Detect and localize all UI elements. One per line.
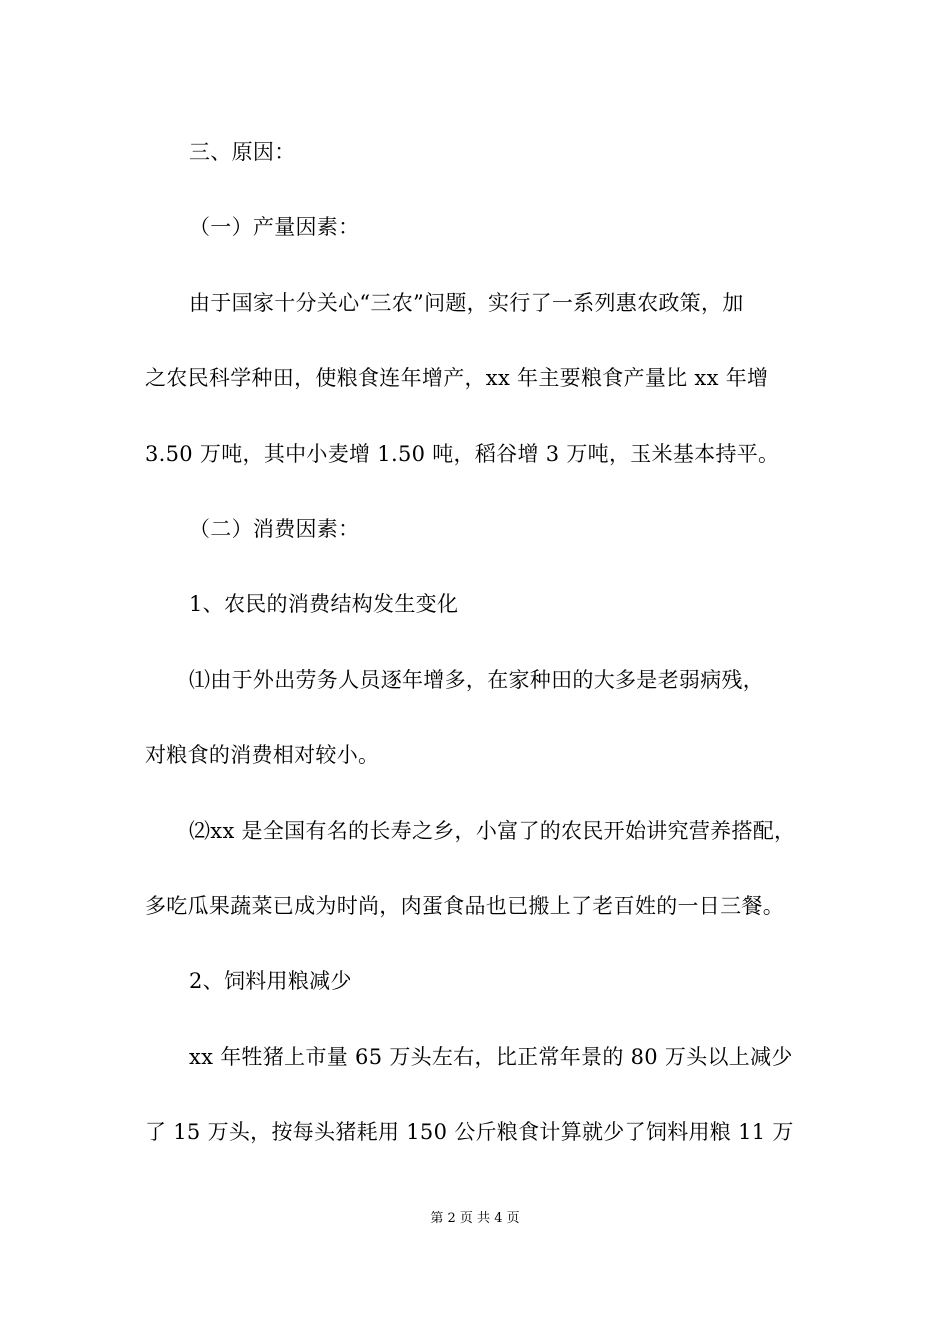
paragraph-line: 了 15 万头，按每头猪耗用 150 公斤粮食计算就少了饲料用粮 11 万 [145, 1120, 794, 1144]
subheading-production-factors: （一）产量因素： [189, 215, 360, 239]
paragraph-line: 之农民科学种田，使粮食连年增产，xx 年主要粮食产量比 xx 年增 [145, 366, 769, 390]
paragraph-line: xx 年牲猪上市量 65 万头左右，比正常年景的 80 万头以上减少 [189, 1045, 793, 1069]
paragraph-line: ⑴由于外出劳务人员逐年增多，在家种田的大多是老弱病残， [189, 668, 765, 692]
subheading-consumption-factors: （二）消费因素： [189, 517, 360, 541]
paragraph-line: 对粮食的消费相对较小。 [145, 743, 380, 767]
item-heading-feed-grain: 2、饲料用粮减少 [189, 969, 352, 993]
page-number-footer: 第 2 页 共 4 页 [430, 1211, 520, 1226]
paragraph-line: 多吃瓜果蔬菜已成为时尚，肉蛋食品也已搬上了老百姓的一日三餐。 [145, 894, 784, 918]
item-heading-consumption-structure: 1、农民的消费结构发生变化 [189, 592, 459, 616]
section-heading-causes: 三、原因： [189, 140, 296, 164]
paragraph-line: 由于国家十分关心“三农”问题，实行了一系列惠农政策，加 [189, 291, 744, 315]
paragraph-line: 3.50 万吨，其中小麦增 1.50 吨，稻谷增 3 万吨，玉米基本持平。 [145, 442, 780, 466]
paragraph-line: ⑵xx 是全国有名的长寿之乡，小富了的农民开始讲究营养搭配， [189, 819, 796, 843]
